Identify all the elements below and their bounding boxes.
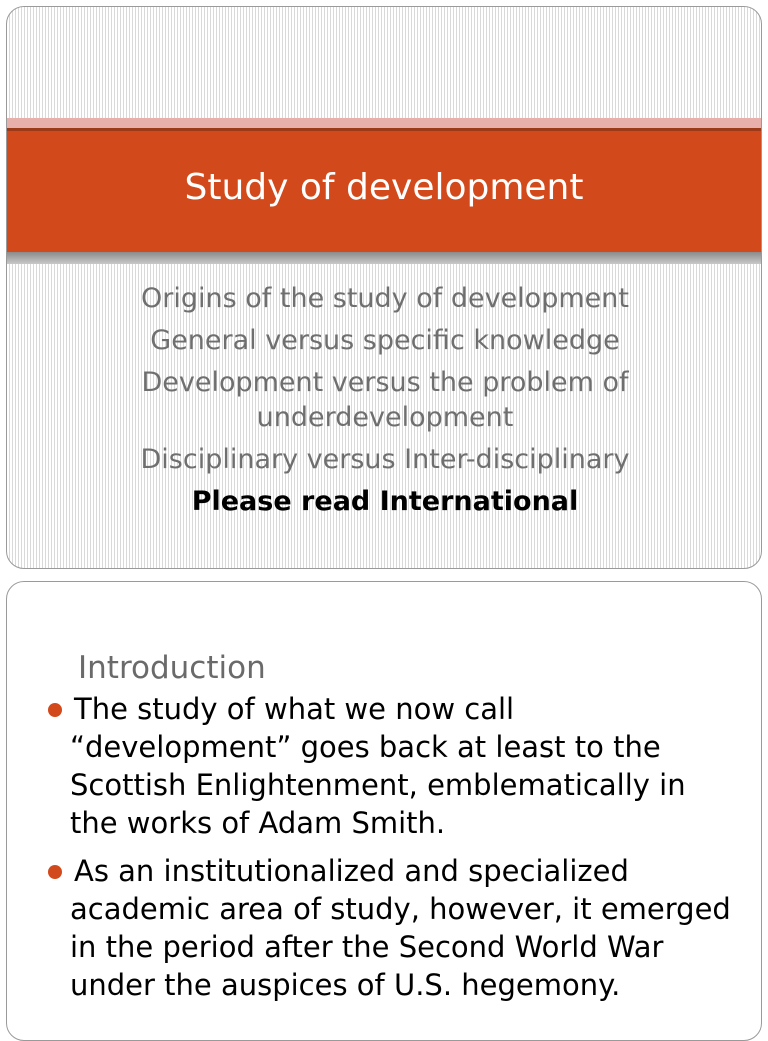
slide-title: Study of development xyxy=(184,167,584,208)
subtitle-item: Development versus the problem of underdevelopment xyxy=(141,367,629,433)
bullet-dot-icon xyxy=(48,703,62,717)
subtitle-item: Disciplinary versus Inter-disciplinary xyxy=(140,444,630,475)
bullet-item xyxy=(48,690,738,842)
bullet-text: The study of what we now call “development” goes back at least to the Scottish Enlightenment, emblematically in the works of Adam Smith. xyxy=(70,692,686,840)
title-band-shadow xyxy=(7,252,761,264)
bullet-list xyxy=(48,690,738,1014)
section-heading: Introduction xyxy=(78,650,266,686)
slide-1 xyxy=(6,6,762,569)
subtitle-item: Origins of the study of development xyxy=(141,283,629,314)
title-band-highlight xyxy=(7,118,761,128)
bullet-dot-icon xyxy=(48,865,62,879)
bullet-item xyxy=(48,852,738,1004)
subtitle-item: General versus specific knowledge xyxy=(150,325,620,356)
reading-note: Please read International xyxy=(191,486,579,517)
subtitle-list xyxy=(117,281,653,519)
bullet-text: As an institutionalized and specialized academic area of study, however, it emerged in the period after the Second World War under the auspices of U.S. hegemony. xyxy=(70,854,731,1002)
